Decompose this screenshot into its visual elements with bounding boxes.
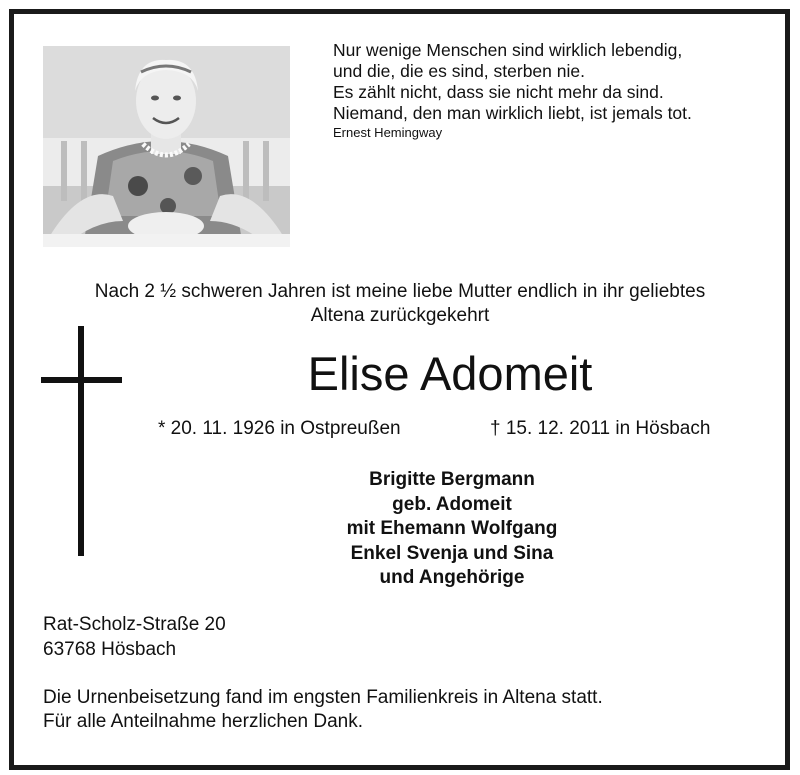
address-street: Rat-Scholz-Straße 20 [43,614,226,635]
intro-line: Altena zurückgekehrt [310,305,490,326]
intro-line: Nach 2 ½ schweren Jahren ist meine liebe Mutter endlich in ihr geliebtes [94,281,706,302]
mourner-line: Brigitte Bergmann [369,469,535,490]
quote-line: Es zählt nicht, dass sie nicht mehr da sind. [333,82,664,102]
mourners-list [252,468,652,591]
closing-line: Für alle Anteilnahme herzlichen Dank. [43,711,364,732]
deceased-name: Elise Adomeit [307,347,593,400]
birth-date: * 20. 11. 1926 in Ostpreußen [158,418,401,439]
cross-icon [41,326,122,556]
mourner-line: geb. Adomeit [392,493,512,515]
quote-line: Niemand, den man wirklich liebt, ist jemals tot. [333,103,692,123]
mourner-line: mit Ehemann Wolfgang [346,518,558,539]
intro-text [20,280,780,328]
mourner-line: und Angehörige [379,567,525,588]
portrait-photo [43,46,290,247]
quote-line: Nur wenige Menschen sind wirklich lebendig, [333,40,683,60]
death-date: † 15. 12. 2011 in Hösbach [490,418,711,439]
closing-line: Die Urnenbeisetzung fand im engsten Familienkreis in Altena statt. [43,687,603,708]
closing-text [43,686,603,734]
address-city: 63768 Hösbach [43,638,177,660]
quote-author: Ernest Hemingway [333,125,443,140]
quote-line: und die, die es sind, sterben nie. [333,61,585,81]
address-block [43,613,226,662]
mourner-line: Enkel Svenja und Sina [350,542,554,564]
hemingway-quote [333,40,773,142]
